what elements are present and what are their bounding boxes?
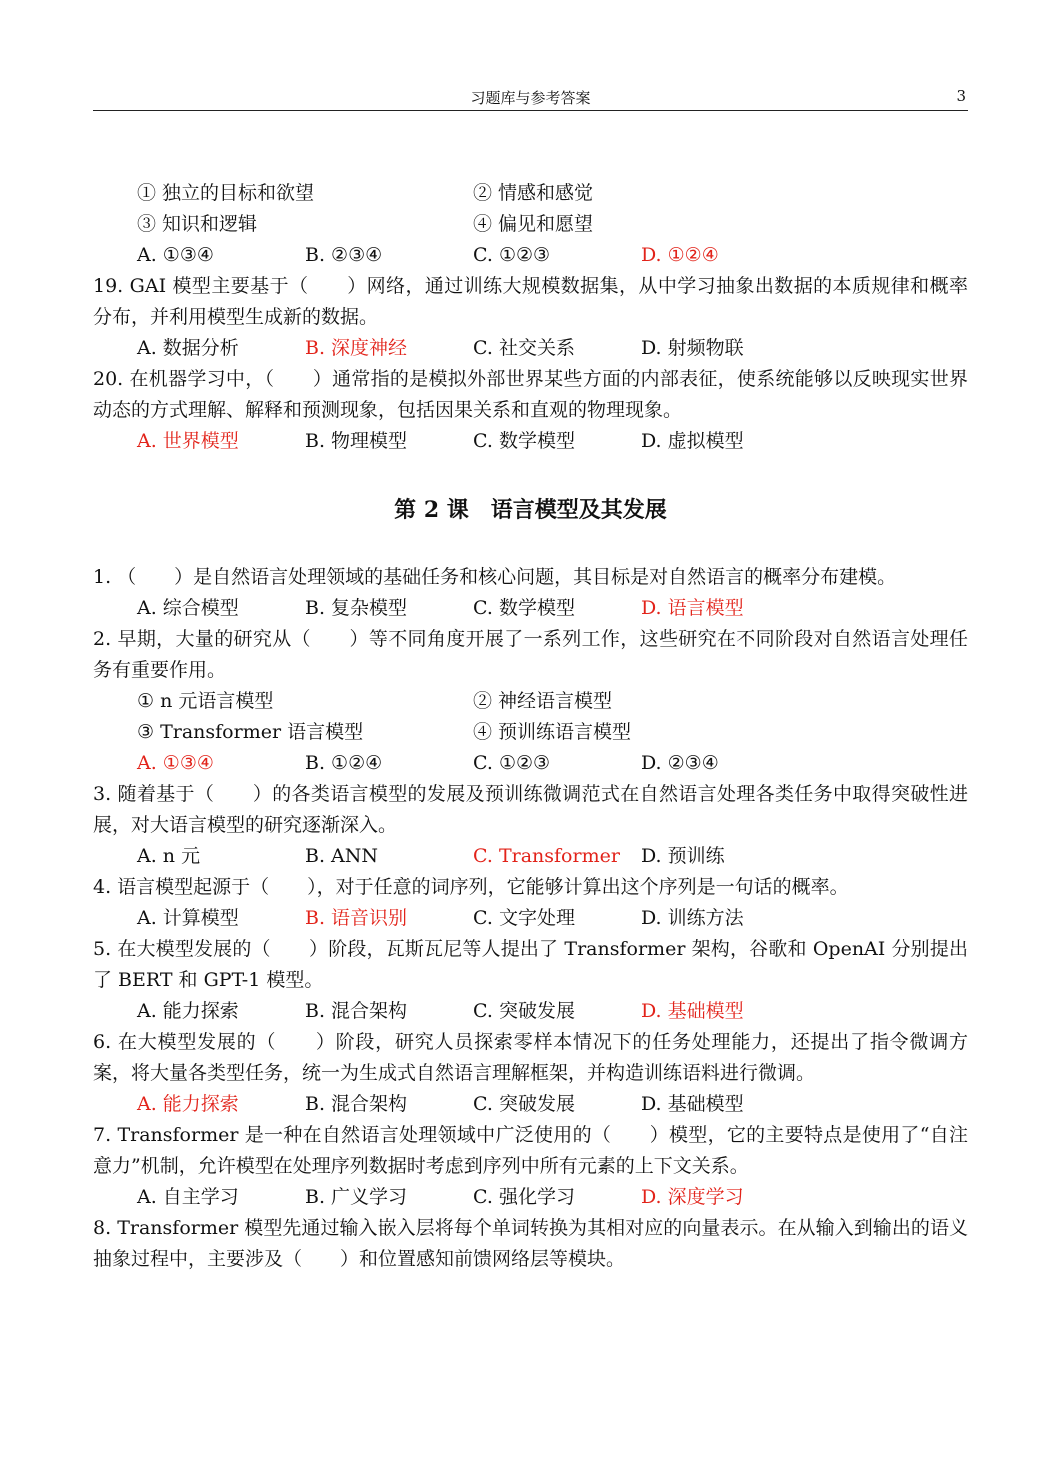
- option: D. 基础模型: [641, 1093, 744, 1115]
- option: B. 物理模型: [305, 430, 408, 452]
- option: D. 基础模型: [641, 1000, 744, 1022]
- option: A. 能力探索: [137, 1093, 239, 1115]
- statement-row: [93, 686, 968, 717]
- option: A. 计算模型: [137, 907, 239, 929]
- statement-row: [93, 178, 968, 209]
- option: B. 混合架构: [305, 1093, 408, 1115]
- option-row: [93, 1182, 968, 1213]
- question-6: 6. 在大模型发展的（ ）阶段，研究人员探索零样本情况下的任务处理能力，还提出了指令微调方案，将大量各类型任务，统一为生成式自然语言理解框架，并构造训练语料进行微调。: [93, 1031, 968, 1084]
- page-header: [93, 84, 968, 111]
- option: A. 世界模型: [137, 430, 239, 452]
- option-row: [93, 426, 968, 457]
- option: D. 虚拟模型: [641, 430, 744, 452]
- option: A. 综合模型: [137, 597, 239, 619]
- option-row: [93, 1089, 968, 1120]
- option: D. ①②④: [641, 244, 719, 266]
- section-title: 第 2 课 语言模型及其发展: [394, 497, 667, 523]
- option: C. 强化学习: [473, 1186, 575, 1208]
- question-7: 7. Transformer 是一种在自然语言处理领域中广泛使用的（ ）模型，它的主要特点是使用了“自注意力”机制，允许模型在处理序列数据时考虑到序列中所有元素的上下文关系。: [93, 1124, 968, 1177]
- question-8: 8. Transformer 模型先通过输入嵌入层将每个单词转换为其相对应的向量表示。在从输入到输出的语义抽象过程中，主要涉及（ ）和位置感知前馈网络层等模块。: [93, 1217, 968, 1270]
- option: D. ②③④: [641, 752, 719, 774]
- statement-item: ② 神经语言模型: [473, 690, 613, 712]
- question-19: 19. GAI 模型主要基于（ ）网络，通过训练大规模数据集，从中学习抽象出数据的本质规律和概率分布，并利用模型生成新的数据。: [93, 275, 968, 328]
- option: A. n 元: [137, 845, 201, 867]
- question-5: 5. 在大模型发展的（ ）阶段，瓦斯瓦尼等人提出了 Transformer 架构，谷歌和 OpenAI 分别提出了 BERT 和 GPT-1 模型。: [93, 938, 968, 991]
- option: C. 社交关系: [473, 337, 575, 359]
- question-1: 1. （ ）是自然语言处理领域的基础任务和核心问题，其目标是对自然语言的概率分布建模。: [93, 566, 897, 588]
- option-row: [93, 841, 968, 872]
- question-20: 20. 在机器学习中，（ ）通常指的是模拟外部世界某些方面的内部表征，使系统能够以反映现实世界动态的方式理解、解释和预测现象，包括因果关系和直观的物理现象。: [93, 368, 968, 421]
- option: C. 文字处理: [473, 907, 575, 929]
- option: D. 预训练: [641, 845, 725, 867]
- statement-item: ③ 知识和逻辑: [137, 213, 258, 235]
- option: C. 突破发展: [473, 1000, 575, 1022]
- option: C. ①②③: [473, 244, 551, 266]
- option: C. ①②③: [473, 752, 551, 774]
- option: B. 广义学习: [305, 1186, 408, 1208]
- question-3: 3. 随着基于（ ）的各类语言模型的发展及预训练微调范式在自然语言处理各类任务中取得突破性进展，对大语言模型的研究逐渐深入。: [93, 783, 968, 836]
- statement-item: ④ 偏见和愿望: [473, 213, 594, 235]
- option: C. 数学模型: [473, 430, 575, 452]
- option: C. 数学模型: [473, 597, 575, 619]
- option: B. 混合架构: [305, 1000, 408, 1022]
- question-4: 4. 语言模型起源于（ ），对于任意的词序列，它能够计算出这个序列是一句话的概率。: [93, 876, 849, 898]
- option: A. 能力探索: [137, 1000, 239, 1022]
- statement-row: [93, 209, 968, 240]
- question-2: 2. 早期，大量的研究从（ ）等不同角度开展了一系列工作，这些研究在不同阶段对自然语言处理任务有重要作用。: [93, 628, 968, 681]
- statement-item: ③ Transformer 语言模型: [137, 721, 364, 743]
- option: B. ①②④: [305, 752, 383, 774]
- option: A. ①③④: [137, 752, 214, 774]
- option: C. 突破发展: [473, 1093, 575, 1115]
- statement-item: ② 情感和感觉: [473, 182, 594, 204]
- option: B. ②③④: [305, 244, 383, 266]
- option: B. 深度神经: [305, 337, 408, 359]
- option: D. 射频物联: [641, 337, 744, 359]
- option: B. ANN: [305, 845, 379, 867]
- statement-item: ① 独立的目标和欲望: [137, 182, 315, 204]
- statement-item: ④ 预训练语言模型: [473, 721, 632, 743]
- option: D. 训练方法: [641, 907, 744, 929]
- option-row: [93, 333, 968, 364]
- option-row: [93, 748, 968, 779]
- option: A. ①③④: [137, 244, 214, 266]
- option-row: [93, 240, 968, 271]
- option: A. 数据分析: [137, 337, 239, 359]
- option: B. 复杂模型: [305, 597, 408, 619]
- page-content: [93, 178, 968, 1275]
- statement-row: [93, 717, 968, 748]
- option: A. 自主学习: [137, 1186, 239, 1208]
- option-row: [93, 593, 968, 624]
- option: D. 深度学习: [641, 1186, 744, 1208]
- statement-item: ① n 元语言模型: [137, 690, 274, 712]
- option: D. 语言模型: [641, 597, 744, 619]
- option: B. 语音识别: [305, 907, 408, 929]
- page-number: 3: [956, 87, 966, 105]
- option: C. Transformer: [473, 845, 620, 867]
- header-title: 习题库与参考答案: [470, 89, 591, 107]
- option-row: [93, 903, 968, 934]
- option-row: [93, 996, 968, 1027]
